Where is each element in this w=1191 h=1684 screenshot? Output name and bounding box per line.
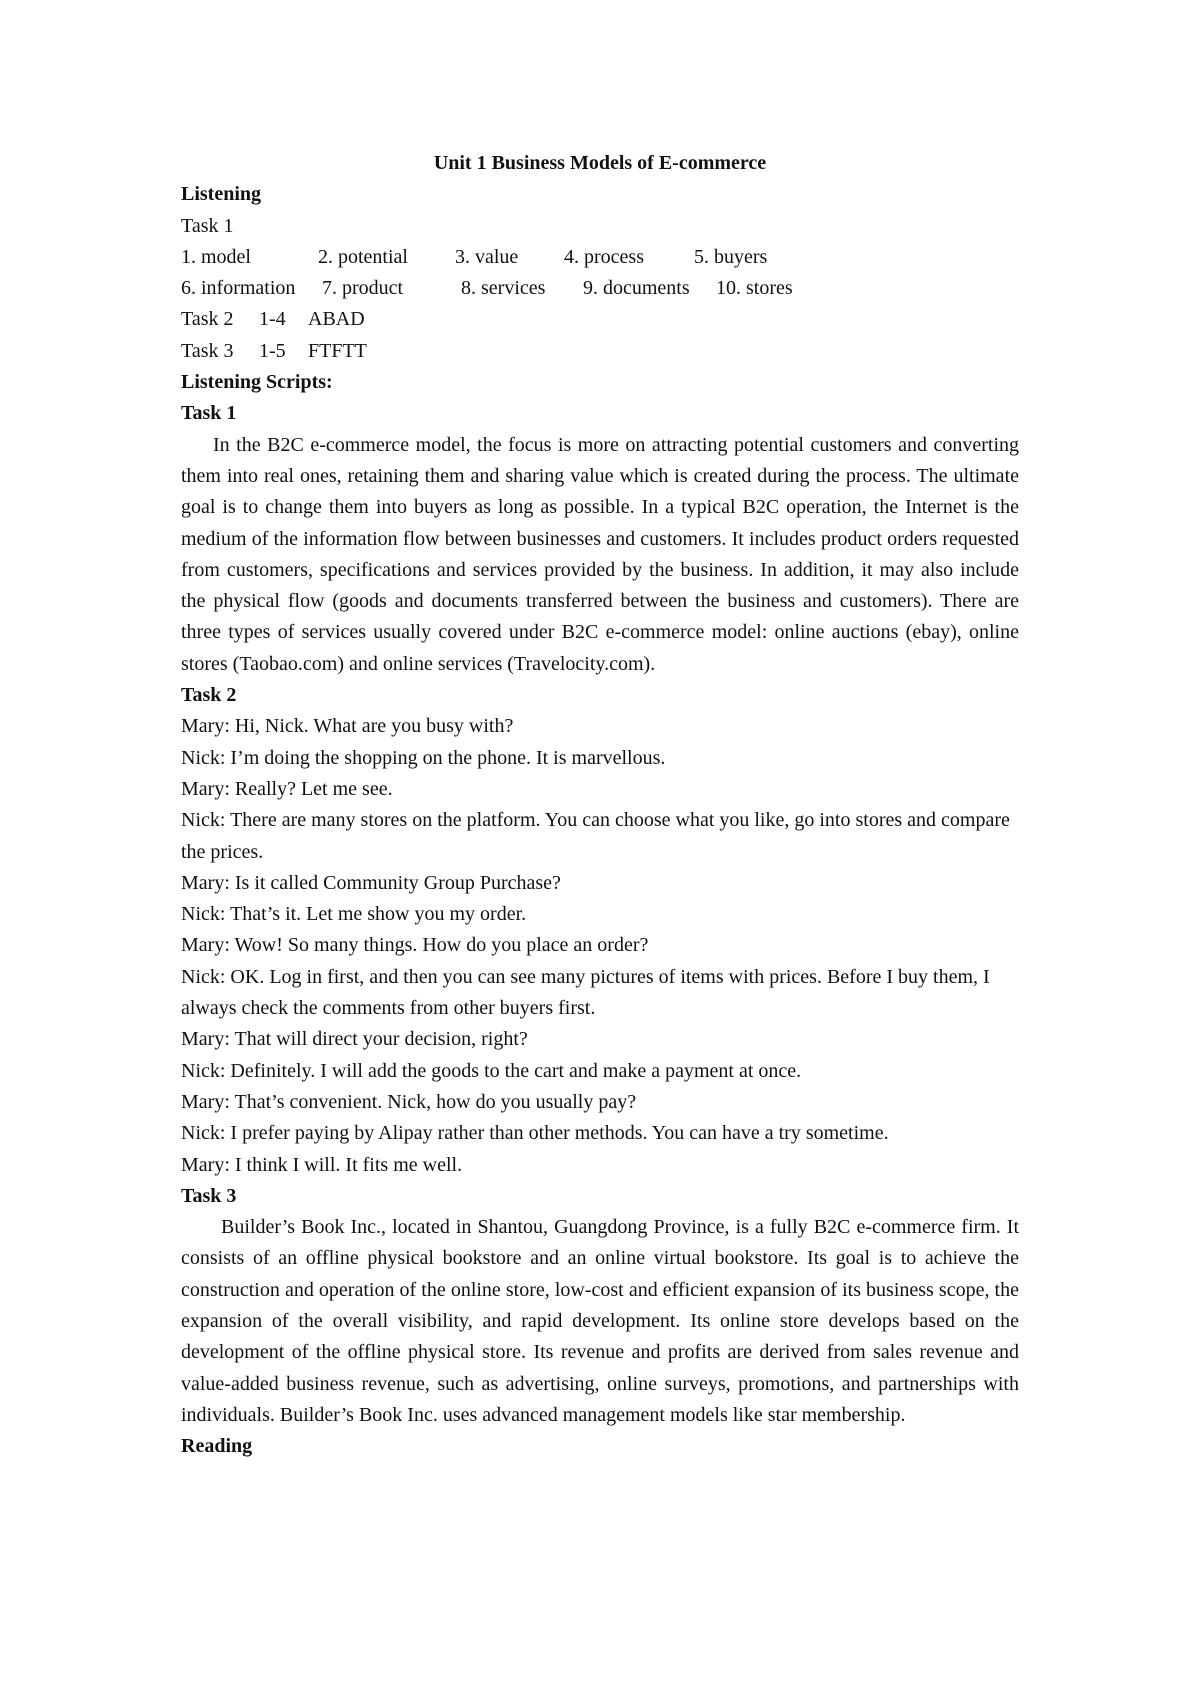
script-task1-paragraph: In the B2C e-commerce model, the focus is more on attracting potential customers and converting them into real ones, retaining them and sharing value which is created during the process. The ultimate goal is to change them into buyers as long as possible. In a typical B2C operation, the Internet is the medium of the information flow between businesses and customers. It includes product orders requested from customers, specifications and services provided by the business. In addition, it may also include the physical flow (goods and documents transferred between the business and customers). There are three types of services usually covered under B2C e-commerce model: online auctions (ebay), online stores (Taobao.com) and online services (Travelocity.com). — [181, 433, 1019, 675]
dialogue-line: Nick: OK. Log in first, and then you can see many pictures of items with prices. Before I buy them, I always check the comments from other buyers first. — [181, 965, 990, 1020]
task3-label: Task 3 — [181, 339, 234, 362]
script-task3-paragraph: Builder’s Book Inc., located in Shantou, Guangdong Province, is a fully B2C e-commerce firm. It consists of an offline physical bookstore and an online virtual bookstore. Its goal is to achieve the construction and operation of the online store, low-cost and efficient expansion of its business scope, the expansion of the overall visibility, and rapid development. Its online store develops based on the development of the offline physical store. Its revenue and profits are derived from sales revenue and value-added business revenue, such as advertising, online surveys, promotions, and partnerships with individuals. Builder’s Book Inc. uses advanced management models like star membership. — [181, 1216, 1019, 1426]
answer-item: 10. stores — [716, 277, 793, 300]
dialogue-line: Nick: That’s it. Let me show you my order. — [181, 903, 527, 926]
document-title: Unit 1 Business Models of E-commerce — [433, 152, 767, 174]
task1-answers-row1 — [181, 242, 1019, 273]
task1-answers-row2 — [181, 273, 1019, 304]
dialogue-line: Nick: I prefer paying by Alipay rather than other methods. You can have a try sometime. — [181, 1122, 889, 1145]
dialogue-line: Mary: That will direct your decision, right? — [181, 1028, 528, 1051]
dialogue-line: Mary: Hi, Nick. What are you busy with? — [181, 715, 514, 738]
task2-range: 1-4 — [259, 308, 286, 331]
answer-item: 4. process — [564, 245, 644, 268]
answer-item: 3. value — [455, 245, 519, 268]
answer-item: 9. documents — [583, 277, 690, 300]
section-heading-scripts: Listening Scripts: — [181, 371, 333, 394]
dialogue-line: Mary: That’s convenient. Nick, how do you usually pay? — [181, 1090, 637, 1113]
task3-key: FTFTT — [308, 339, 367, 362]
dialogue-line: Nick: There are many stores on the platform. You can choose what you like, go into stores and compare the prices. — [181, 809, 1010, 863]
dialogue — [181, 711, 1019, 1180]
answer-item: 8. services — [461, 277, 546, 300]
task2-key: ABAD — [308, 308, 365, 331]
script-task3-heading: Task 3 — [181, 1184, 237, 1207]
dialogue-line: Mary: Really? Let me see. — [181, 777, 393, 800]
section-heading-listening: Listening — [181, 183, 262, 206]
dialogue-line: Mary: Is it called Community Group Purchase? — [181, 871, 561, 894]
document-page — [181, 148, 1019, 1462]
script-task2-heading: Task 2 — [181, 684, 237, 707]
task2-answers — [181, 304, 1019, 335]
answer-item: 7. product — [322, 277, 404, 300]
dialogue-line: Mary: Wow! So many things. How do you place an order? — [181, 934, 649, 957]
answer-item: 2. potential — [318, 245, 408, 268]
task3-range: 1-5 — [259, 339, 286, 362]
answer-item: 1. model — [181, 245, 251, 268]
answer-item: 5. buyers — [694, 245, 768, 268]
task3-answers — [181, 336, 1019, 367]
task1-label: Task 1 — [181, 214, 234, 237]
section-heading-reading: Reading — [181, 1435, 253, 1458]
task2-label: Task 2 — [181, 308, 234, 331]
dialogue-line: Nick: I’m doing the shopping on the phone. It is marvellous. — [181, 746, 666, 769]
answer-item: 6. information — [181, 277, 296, 300]
script-task1-heading: Task 1 — [181, 402, 237, 425]
dialogue-line: Mary: I think I will. It fits me well. — [181, 1153, 463, 1176]
dialogue-line: Nick: Definitely. I will add the goods to the cart and make a payment at once. — [181, 1059, 802, 1082]
